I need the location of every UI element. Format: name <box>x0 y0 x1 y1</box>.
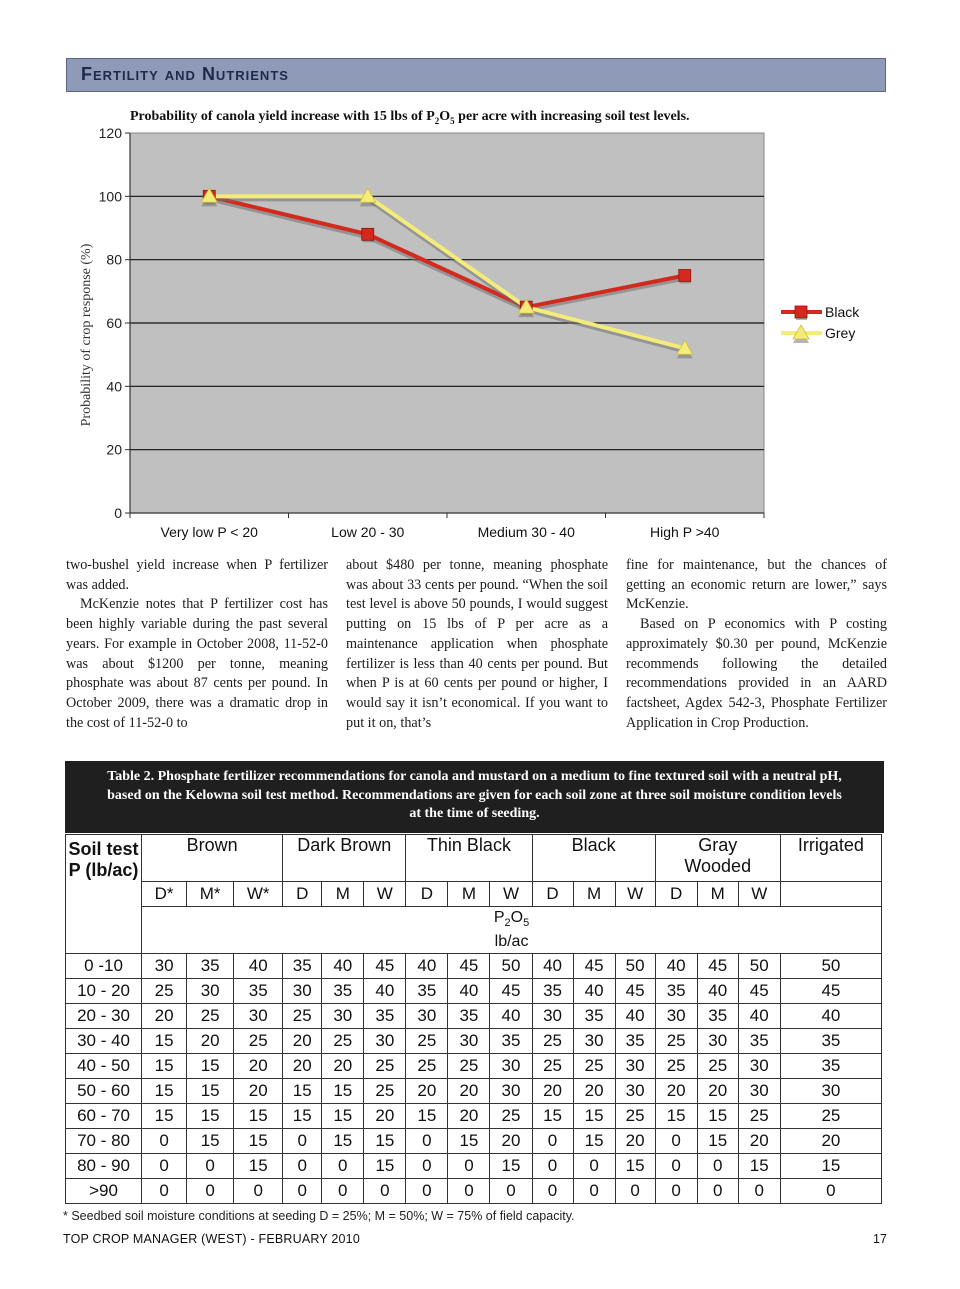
rate-cell: 15 <box>142 1104 187 1129</box>
data-point-black <box>362 228 374 240</box>
rate-cell: 0 <box>697 1179 738 1204</box>
zone-header: Thin Black <box>406 835 532 882</box>
rate-cell: 20 <box>283 1054 322 1079</box>
rate-cell: 0 <box>322 1179 364 1204</box>
rate-cell: 15 <box>364 1129 406 1154</box>
rate-cell: 0 <box>406 1179 448 1204</box>
rate-cell: 45 <box>615 979 655 1004</box>
irrigated-blank <box>780 882 881 907</box>
rate-cell: 0 <box>406 1129 448 1154</box>
rate-cell: 35 <box>490 1029 532 1054</box>
soil-test-range: >90 <box>66 1179 142 1204</box>
rate-cell: 40 <box>532 954 573 979</box>
rate-cell: 15 <box>234 1129 283 1154</box>
article-paragraph: McKenzie notes that P fertilizer cost has been highly variable during the past several years. For example in October 2008, 11-52-0 was about $1200 per tonne, meaning phosphate was about 87 cents per pound. In October 2009, there was a dramatic drop in the cost of 11-52-0 to <box>66 596 328 731</box>
rate-cell: 20 <box>490 1129 532 1154</box>
rate-cell: 30 <box>655 1004 697 1029</box>
rate-cell: 20 <box>234 1054 283 1079</box>
rate-cell: 0 <box>283 1129 322 1154</box>
moisture-header: D <box>655 882 697 907</box>
x-tick-label: Low 20 - 30 <box>331 524 405 540</box>
rate-cell: 25 <box>532 1029 573 1054</box>
rate-cell: 0 <box>187 1154 234 1179</box>
moisture-header: D* <box>142 882 187 907</box>
rate-cell: 25 <box>322 1029 364 1054</box>
rate-cell: 30 <box>615 1079 655 1104</box>
rate-cell: 0 <box>234 1179 283 1204</box>
y-tick-label: 60 <box>106 315 122 331</box>
rate-cell: 25 <box>187 1004 234 1029</box>
rate-cell: 15 <box>322 1104 364 1129</box>
y-tick-label: 0 <box>114 505 122 521</box>
soil-test-range: 40 - 50 <box>66 1054 142 1079</box>
rate-cell: 0 <box>283 1154 322 1179</box>
table-footnote: * Seedbed soil moisture conditions at seeding D = 25%; M = 50%; W = 75% of field capacity. <box>63 1209 575 1223</box>
rate-cell: 40 <box>322 954 364 979</box>
rate-cell: 30 <box>697 1029 738 1054</box>
rate-cell: 20 <box>142 1004 187 1029</box>
rate-cell: 0 <box>655 1129 697 1154</box>
rate-cell: 15 <box>234 1154 283 1179</box>
rate-cell: 50 <box>490 954 532 979</box>
rate-cell: 15 <box>490 1154 532 1179</box>
rate-cell: 35 <box>697 1004 738 1029</box>
rate-cell: 0 <box>655 1154 697 1179</box>
rate-cell: 20 <box>283 1029 322 1054</box>
rate-cell: 45 <box>490 979 532 1004</box>
rate-cell: 15 <box>780 1154 881 1179</box>
rate-cell: 15 <box>142 1054 187 1079</box>
zone-header: Brown <box>142 835 283 882</box>
rate-cell: 35 <box>187 954 234 979</box>
phosphate-table <box>65 834 882 1204</box>
rate-cell: 40 <box>234 954 283 979</box>
rate-cell: 30 <box>234 1004 283 1029</box>
rate-cell: 0 <box>532 1154 573 1179</box>
rate-cell: 15 <box>142 1079 187 1104</box>
article-paragraph: fine for maintenance, but the chances of getting an economic return are lower,” says McKenzie. <box>626 557 887 613</box>
rate-cell: 15 <box>187 1104 234 1129</box>
rate-cell: 15 <box>283 1104 322 1129</box>
rate-cell: 45 <box>448 954 490 979</box>
article-paragraph: Based on P economics with P costing approximately $0.30 per pound, McKenzie recommends following the detailed recommendations provided in an AARD factsheet, Agdex 542-3, Phosphate Fertilizer Application in Crop Production. <box>626 616 887 731</box>
article-paragraph: about $480 per tonne, meaning phosphate was about 33 cents per pound. “When the soil test level is above 50 pounds, I would suggest putting on 15 lbs of P per acre as a maintenance application when phosphate fertilizer is less than 40 cents per pound. But when P is at 60 cents per pound or higher, I would say it isn’t economical. If you want to put it on, that’s <box>346 557 608 731</box>
unit-header: $P_2O_5$ lb/ac <box>142 907 882 954</box>
table-row <box>66 1079 882 1104</box>
line-chart <box>66 100 896 550</box>
rate-cell: 0 <box>406 1154 448 1179</box>
legend-label: Grey <box>825 325 856 341</box>
rate-cell: 0 <box>283 1179 322 1204</box>
rate-cell: 30 <box>738 1079 780 1104</box>
rate-cell: 20 <box>655 1079 697 1104</box>
rate-cell: 30 <box>364 1029 406 1054</box>
rate-cell: 30 <box>738 1054 780 1079</box>
rate-cell: 25 <box>490 1104 532 1129</box>
rate-cell: 40 <box>655 954 697 979</box>
rate-cell: 0 <box>697 1154 738 1179</box>
soil-test-range: 80 - 90 <box>66 1154 142 1179</box>
soil-test-range: 60 - 70 <box>66 1104 142 1129</box>
table-row <box>66 954 882 979</box>
soil-test-range: 10 - 20 <box>66 979 142 1004</box>
article-paragraph: two-bushel yield increase when P fertilizer was added. <box>66 557 328 593</box>
rate-cell: 25 <box>738 1104 780 1129</box>
rate-cell: 0 <box>142 1154 187 1179</box>
x-tick-label: Very low P < 20 <box>160 524 258 540</box>
rate-cell: 35 <box>364 1004 406 1029</box>
rate-cell: 30 <box>448 1029 490 1054</box>
rate-cell: 30 <box>490 1054 532 1079</box>
rate-cell: 15 <box>532 1104 573 1129</box>
moisture-header: M <box>322 882 364 907</box>
rate-cell: 20 <box>738 1129 780 1154</box>
table-caption: Table 2. Phosphate fertilizer recommendations for canola and mustard on a medium to fine textured soil with a neutral pH, based on the Kelowna soil test method. Recommendations are given for each soil zone at three soil moisture condition levels at the time of seeding. <box>65 761 884 833</box>
rate-cell: 15 <box>655 1104 697 1129</box>
rate-cell: 20 <box>448 1104 490 1129</box>
rate-cell: 40 <box>738 1004 780 1029</box>
rate-cell: 20 <box>364 1104 406 1129</box>
rate-cell: 20 <box>780 1129 881 1154</box>
rate-cell: 30 <box>780 1079 881 1104</box>
rate-cell: 45 <box>738 979 780 1004</box>
y-axis-label: Probability of crop response (%) <box>79 243 94 427</box>
moisture-header: D <box>283 882 322 907</box>
moisture-header: W <box>364 882 406 907</box>
rate-cell: 35 <box>406 979 448 1004</box>
zone-header: Gray Wooded <box>655 835 780 882</box>
y-tick-label: 20 <box>106 441 122 458</box>
rate-cell: 15 <box>322 1079 364 1104</box>
rate-cell: 35 <box>448 1004 490 1029</box>
section-banner <box>66 58 886 92</box>
rate-cell: 25 <box>655 1054 697 1079</box>
rate-cell: 15 <box>322 1129 364 1154</box>
table-row <box>66 1029 882 1054</box>
moisture-header: D <box>532 882 573 907</box>
rate-cell: 40 <box>697 979 738 1004</box>
page-number: 17 <box>873 1232 887 1246</box>
table-row <box>66 1154 882 1179</box>
rate-cell: 15 <box>364 1154 406 1179</box>
soil-test-header: Soil test P (lb/ac) <box>66 835 142 954</box>
rate-cell: 0 <box>187 1179 234 1204</box>
article-column-3 <box>626 556 887 733</box>
rate-cell: 50 <box>615 954 655 979</box>
rate-cell: 35 <box>780 1054 881 1079</box>
rate-cell: 25 <box>780 1104 881 1129</box>
rate-cell: 30 <box>615 1054 655 1079</box>
rate-cell: 15 <box>187 1054 234 1079</box>
rate-cell: 40 <box>448 979 490 1004</box>
chart-legend <box>781 304 860 343</box>
rate-cell: 20 <box>697 1079 738 1104</box>
rate-cell: 15 <box>697 1129 738 1154</box>
rate-cell: 25 <box>615 1104 655 1129</box>
rate-cell: 20 <box>448 1079 490 1104</box>
table-row <box>66 979 882 1004</box>
rate-cell: 50 <box>780 954 881 979</box>
legend-marker <box>795 306 807 318</box>
rate-cell: 30 <box>406 1004 448 1029</box>
legend-label: Black <box>825 304 860 320</box>
rate-cell: 45 <box>364 954 406 979</box>
rate-cell: 40 <box>573 979 615 1004</box>
rate-cell: 30 <box>283 979 322 1004</box>
rate-cell: 0 <box>573 1154 615 1179</box>
plot-area <box>99 125 764 540</box>
rate-cell: 35 <box>573 1004 615 1029</box>
rate-cell: 35 <box>322 979 364 1004</box>
table-row <box>66 1054 882 1079</box>
rate-cell: 40 <box>364 979 406 1004</box>
rate-cell: 0 <box>448 1179 490 1204</box>
rate-cell: 25 <box>364 1054 406 1079</box>
rate-cell: 20 <box>615 1129 655 1154</box>
rate-cell: 40 <box>406 954 448 979</box>
zone-header: Dark Brown <box>283 835 406 882</box>
rate-cell: 40 <box>490 1004 532 1029</box>
rate-cell: 0 <box>142 1179 187 1204</box>
rate-cell: 0 <box>448 1154 490 1179</box>
rate-cell: 20 <box>187 1029 234 1054</box>
rate-cell: 0 <box>490 1179 532 1204</box>
chart-title: Probability of canola yield increase with 15 lbs of $P_2O_5$ per acre with increasing soil test levels. <box>130 109 690 126</box>
rate-cell: 15 <box>448 1129 490 1154</box>
rate-cell: 30 <box>490 1079 532 1104</box>
table-row <box>66 1004 882 1029</box>
rate-cell: 15 <box>573 1104 615 1129</box>
rate-cell: 35 <box>532 979 573 1004</box>
rate-cell: 0 <box>532 1179 573 1204</box>
rate-cell: 20 <box>532 1079 573 1104</box>
rate-cell: 35 <box>234 979 283 1004</box>
rate-cell: 20 <box>406 1079 448 1104</box>
rate-cell: 25 <box>234 1029 283 1054</box>
rate-cell: 0 <box>655 1179 697 1204</box>
rate-cell: 45 <box>573 954 615 979</box>
rate-cell: 15 <box>142 1029 187 1054</box>
rate-cell: 0 <box>738 1179 780 1204</box>
moisture-header: D <box>406 882 448 907</box>
zone-header: Black <box>532 835 655 882</box>
rate-cell: 30 <box>573 1029 615 1054</box>
rate-cell: 0 <box>615 1179 655 1204</box>
rate-cell: 15 <box>283 1079 322 1104</box>
moisture-header: W <box>615 882 655 907</box>
article-column-1 <box>66 556 328 733</box>
rate-cell: 35 <box>615 1029 655 1054</box>
moisture-header: M <box>573 882 615 907</box>
soil-test-range: 30 - 40 <box>66 1029 142 1054</box>
section-title: Fertility and Nutrients <box>81 64 289 84</box>
article-column-2 <box>346 556 608 733</box>
moisture-header: M* <box>187 882 234 907</box>
rate-cell: 25 <box>697 1054 738 1079</box>
moisture-header: M <box>448 882 490 907</box>
x-tick-label: Medium 30 - 40 <box>477 524 575 540</box>
rate-cell: 0 <box>322 1154 364 1179</box>
rate-cell: 25 <box>364 1079 406 1104</box>
zone-header: Irrigated <box>780 835 881 882</box>
rate-cell: 30 <box>532 1004 573 1029</box>
y-tick-label: 120 <box>98 125 122 141</box>
rate-cell: 15 <box>573 1129 615 1154</box>
rate-cell: 20 <box>573 1079 615 1104</box>
rate-cell: 25 <box>406 1029 448 1054</box>
rate-cell: 15 <box>187 1129 234 1154</box>
x-tick-label: High P >40 <box>650 524 720 540</box>
rate-cell: 15 <box>738 1154 780 1179</box>
rate-cell: 0 <box>142 1129 187 1154</box>
rate-cell: 25 <box>448 1054 490 1079</box>
rate-cell: 45 <box>780 979 881 1004</box>
table-row <box>66 1179 882 1204</box>
rate-cell: 0 <box>780 1179 881 1204</box>
y-tick-label: 80 <box>106 251 122 268</box>
rate-cell: 15 <box>615 1154 655 1179</box>
rate-cell: 35 <box>655 979 697 1004</box>
table-row <box>66 1129 882 1154</box>
rate-cell: 15 <box>234 1104 283 1129</box>
rate-cell: 25 <box>142 979 187 1004</box>
rate-cell: 30 <box>142 954 187 979</box>
soil-test-range: 70 - 80 <box>66 1129 142 1154</box>
soil-test-range: 20 - 30 <box>66 1004 142 1029</box>
rate-cell: 30 <box>187 979 234 1004</box>
rate-cell: 15 <box>406 1104 448 1129</box>
moisture-header: M <box>697 882 738 907</box>
rate-cell: 0 <box>364 1179 406 1204</box>
y-tick-label: 40 <box>106 378 122 395</box>
rate-cell: 25 <box>655 1029 697 1054</box>
moisture-header: W* <box>234 882 283 907</box>
moisture-header: W <box>490 882 532 907</box>
rate-cell: 25 <box>532 1054 573 1079</box>
rate-cell: 50 <box>738 954 780 979</box>
rate-cell: 15 <box>187 1079 234 1104</box>
rate-cell: 20 <box>322 1054 364 1079</box>
rate-cell: 20 <box>234 1079 283 1104</box>
rate-cell: 35 <box>738 1029 780 1054</box>
rate-cell: 25 <box>283 1004 322 1029</box>
rate-cell: 45 <box>697 954 738 979</box>
rate-cell: 25 <box>406 1054 448 1079</box>
y-tick-label: 100 <box>98 188 122 205</box>
soil-test-range: 50 - 60 <box>66 1079 142 1104</box>
soil-test-range: 0 -10 <box>66 954 142 979</box>
footer-publication: TOP CROP MANAGER (WEST) - FEBRUARY 2010 <box>63 1232 360 1246</box>
rate-cell: 30 <box>322 1004 364 1029</box>
rate-cell: 0 <box>532 1129 573 1154</box>
table-row <box>66 1104 882 1129</box>
data-point-black <box>679 270 691 282</box>
moisture-header: W <box>738 882 780 907</box>
rate-cell: 35 <box>283 954 322 979</box>
rate-cell: 25 <box>573 1054 615 1079</box>
rate-cell: 35 <box>780 1029 881 1054</box>
rate-cell: 40 <box>615 1004 655 1029</box>
rate-cell: 0 <box>573 1179 615 1204</box>
rate-cell: 40 <box>780 1004 881 1029</box>
rate-cell: 15 <box>697 1104 738 1129</box>
